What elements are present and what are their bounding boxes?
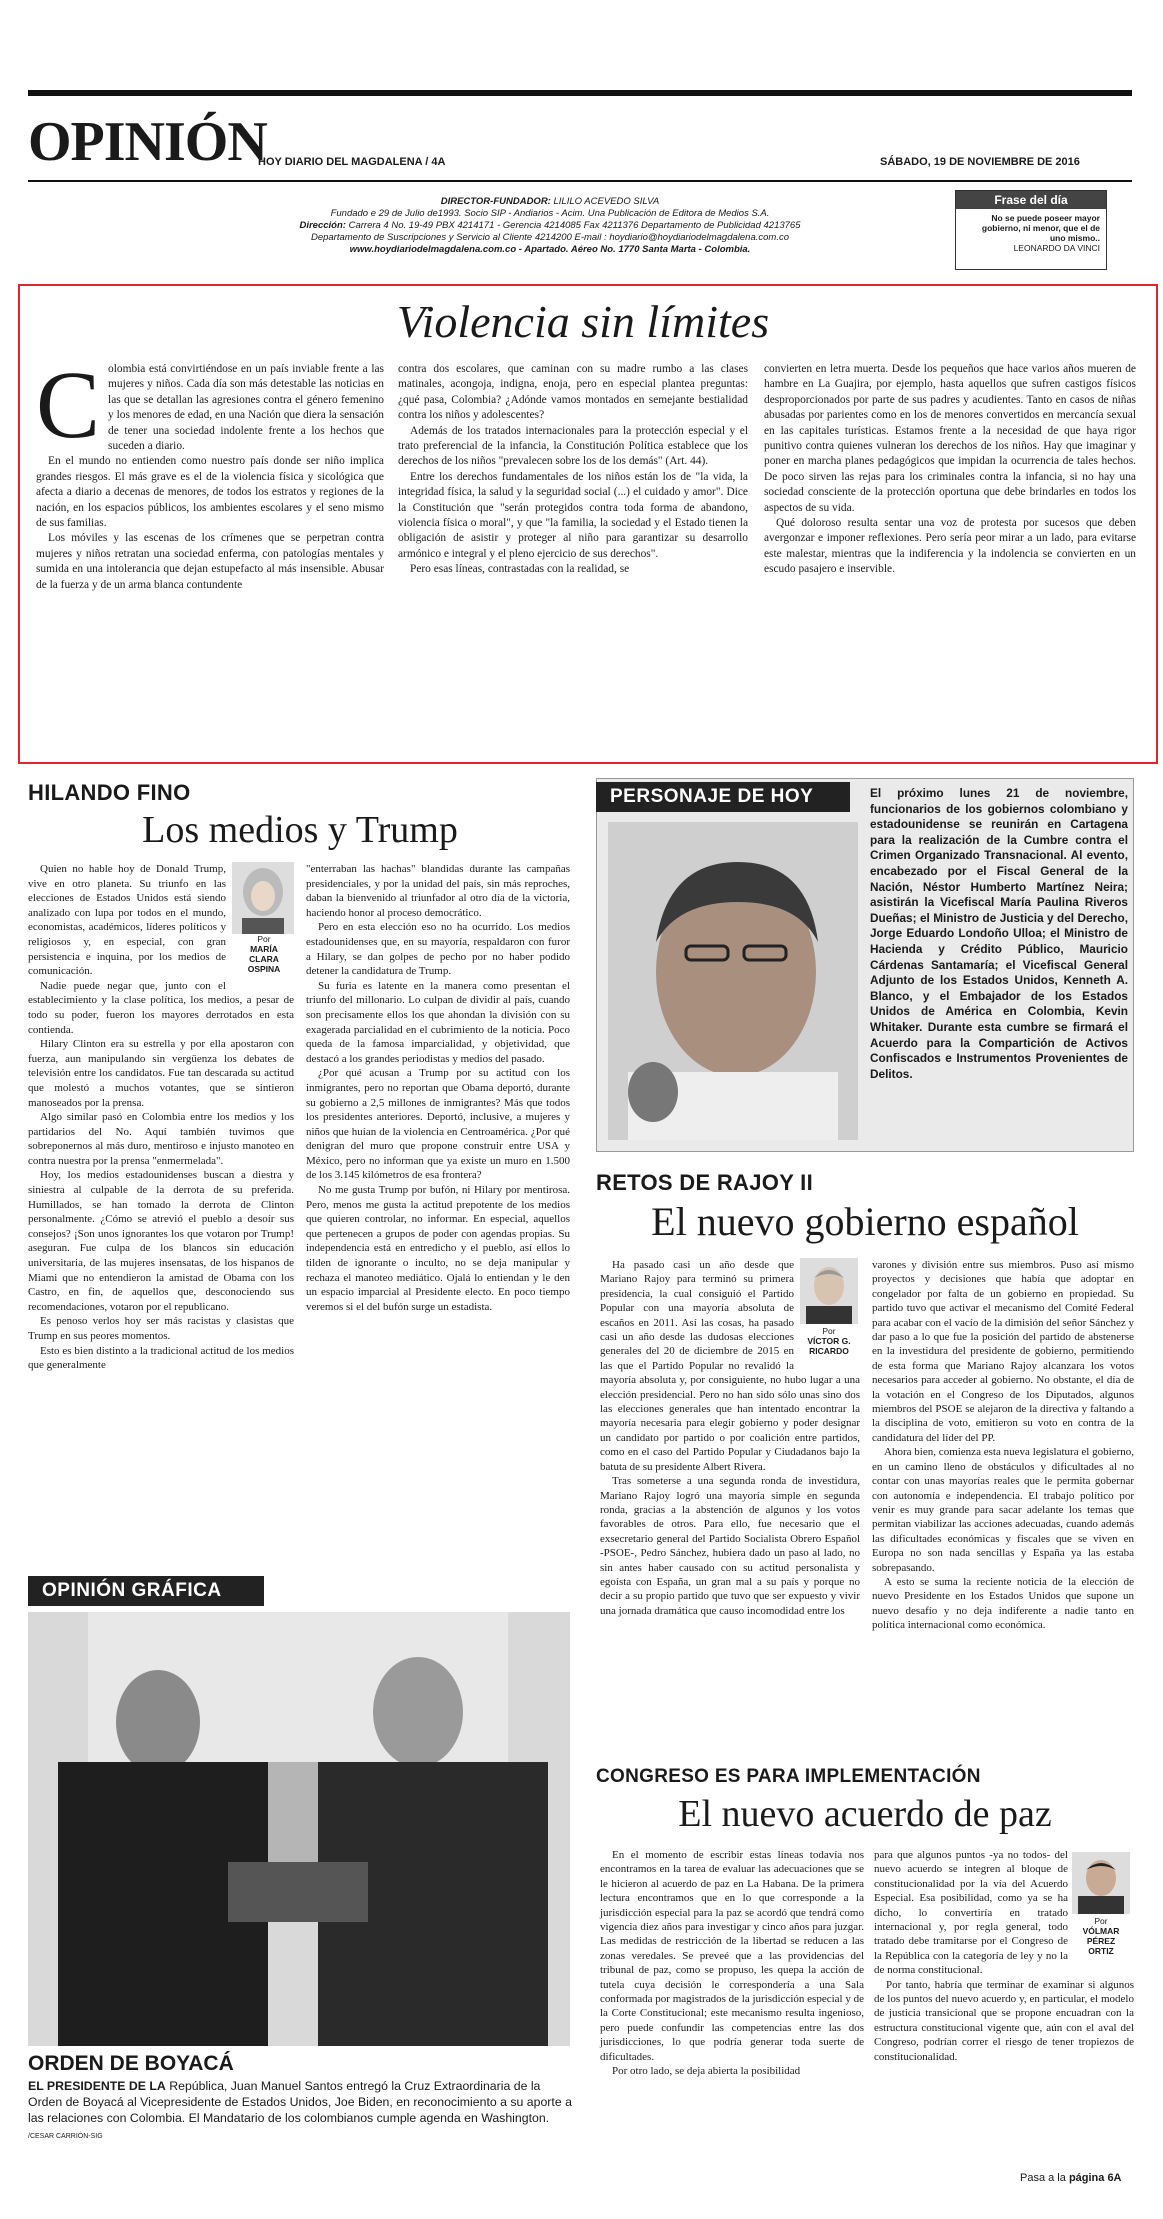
date: SÁBADO, 19 DE NOVIEMBRE DE 2016 — [880, 156, 1080, 168]
paragraph: Hoy, los medios estadounidenses buscan a diestra y siniestra al culpable de la derrota de su preferida. Humillados, se han tomado la derrota de Clinton personalmente. ¿Cómo se atrevió el pueblo a desoír sus consejos? ¡Son unos ignorantes los que votaron por Trump! aseguran. Fue culpa de los blancos sin educación universitaria, de las mujeres insensatas, de los hispanos de Miami que no entendieron la amistad de Obama con los Castro, en fin, de aquellos que, desconociendo sus recomendaciones, votaron por el republicano. — [28, 1169, 294, 1313]
personaje-photo — [608, 822, 858, 1140]
paragraph: Ha pasado casi un año desde que Mariano Rajoy para terminó su primera presidencia, la cual consiguió el Partido Popular con una mayoría absoluta de escaños en 2011. Así las cosas, ha pasado casi un año desde las dudosas elecciones generales del 20 de diciembre de 2015 en las que el Partido Popular no revalidó la mayoría absoluta y, por consiguiente, no hubo lugar a una elección presidencial. Pero no han sido sólo unas sino dos las elecciones generales que han intentado encontrar la mayoría necesaria para elegir gobierno y poder designar un candidato por partido o por coalición entre partidos, como en el caso del Partido Popular y Ciudadanos bajo la batuta de su presidente Albert Rivera. — [600, 1259, 860, 1473]
paragraph: Entre los derechos fundamentales de los niños están los de "la vida, la integridad física, la salud y la seguridad social (...) el cuidado y amor". Dice la Constitución que "serán protegidos contra toda forma de abandono, violencia física o moral", y que "la familia, la sociedad y el Estado tienen la obligación de asistir y proteger al niño para garantizar su desarrollo armónico e integral y el pleno ejercicio de sus derechos". — [398, 470, 748, 560]
paragraph: Los móviles y las escenas de los crímenes que se perpetran contra mujeres y niños retratan una sociedad enferma, con patologías mentales y sumida en una intolerancia que dejan estupefacto al más insensible. Abusar de la fuerza y de un arma blanca contundente — [36, 532, 384, 591]
editorial-title: Violencia sin límites — [396, 296, 770, 347]
congreso-title: El nuevo acuerdo de paz — [678, 1793, 1052, 1835]
dropcap: C — [36, 351, 101, 458]
paragraph: Hilary Clinton era su estrella y por ella apostaron con fuerza, aun manipulando sin vergüenza los debates de televisión entre los candidatos. Fue tan descarada su actitud que molestó a muchos votantes, que se sintieron manoseados por la prensa. — [28, 1038, 294, 1109]
paragraph: Es penoso verlos hoy ser más racistas y clasistas que Trump en sus peores momentos. — [28, 1315, 294, 1342]
info-line-1: Fundado e 29 de Julio de1993. Socio SIP - Andiarios - Acim. Una Publicación de Editora de Medios S.A. — [330, 208, 770, 219]
rajoy-kicker: RETOS DE RAJOY II — [596, 1170, 814, 1195]
photo-credit: /CESAR CARRIÓN-SIG — [28, 2133, 103, 2140]
grafica-photo — [28, 1612, 570, 2046]
paragraph: "enterraban las hachas" blandidas durante las campañas presidenciales, y por la unidad del país, sin más reproches, daban la bienvenido al triunfador al otro día de la victoria, haciendo honor al proceso democrático. — [306, 863, 570, 919]
masthead-rule — [28, 180, 1132, 182]
hilando-col-1 — [28, 862, 294, 1542]
paragraph: Tras someterse a una segunda ronda de investidura, Mariano Rajoy logró una mayoría simple en segunda ronda, gracias a la abstención de algunos y los votos favorables de otros. Para ello, fue necesario que el exsecretario general del Partido Socialista Obrero Español -PSOE-, Pedro Sánchez, hubiera dado un paso al lado, no sin antes haber causado con su actitud personalista y egoísta con España, un gran mal a su país y porque no decir a su propio partido que tuvo que ser expuesto y vivir una jornada dramática que causo incomodidad entre los — [600, 1475, 860, 1617]
info-line-3: Departamento de Suscripciones y Servicio al Cliente 4214200 E-mail : hoydiario@hoydiariodelmagdalena.com.co — [310, 232, 790, 243]
paragraph: Nadie puede negar que, junto con el establecimiento y la clase política, los medios, a pesar de todo su poder, fueron los mayores derrotados en esta contienda. — [28, 979, 294, 1036]
rajoy-byline: Por VÍCTOR G. RICARDO — [807, 1326, 851, 1356]
director-name: LILILO ACEVEDO SILVA — [553, 196, 660, 207]
paragraph: Por tanto, habría que terminar de examinar si algunos de los puntos del nuevo acuerdo y, en particular, el modelo de justicia transicional que se propone encuadran con la estructura constitucional vigente que, aún con el aval del Congreso, podrían correr el riesgo de tener tropiezos de constitucionalidad. — [874, 1978, 1134, 2063]
paragraph: En el mundo no entienden como nuestro país donde ser niño implica grandes riesgos. El más grave es el de la violencia física y sicológica que afecta a diario a decenas de menores, de todos los estratos y regiones de la nación, en los espacios públicos, los ambientes escolares y el seno mismo de sus familias. — [36, 455, 384, 530]
frase-box — [955, 190, 1107, 270]
director-label: DIRECTOR-FUNDADOR: — [440, 196, 551, 207]
congreso-kicker: CONGRESO ES PARA IMPLEMENTACIÓN — [596, 1766, 981, 1787]
paragraph: varones y división entre sus miembros. Puso así mismo proyectos y decisiones que había que adoptar en congelador por falta de un gobierno en propiedad. Su partido tuvo que activar el mecanismo del Comité Federal para acabar con el vacío de la dimisión del señor Sánchez y dar paso a lo que fue la posición del partido de abstenerse en la investidura del presidente de gobierno, permitiendo de esta forma que Mariano Rajoy alcanzara los votos necesarios para acceder al gobierno. No obstante, el día de la votación en el Congreso de los Diputados, algunos miembros del PSOE se alejaron de la directiva y faltando a la disciplina de voto, emitieron su voto en contra de la candidatura del líder del PP. — [872, 1259, 1134, 1444]
section-title: OPINIÓN — [28, 111, 267, 173]
congreso-byline: Por VÓLMAR PÉREZ ORTIZ — [1082, 1916, 1120, 1956]
paragraph: En el momento de escribir estas líneas todavía nos encontramos en la tarea de evaluar las adecuaciones que se le hicieron al acuerdo de paz en La Habana. De la primera lectura encontramos que en lo que corresponde a la jurisdicción especial para la paz se acordó que tendrá como vigencia diez años para investigar y cinco años para juzgar. Las medidas de restricción de la libertad se reducen a las zonas veredales. Se preveé que a las providencias del tribunal de paz, como se propuso, les quepa la acción de tutela cuya decisión le correspondería a una Sala conformada por magistrados de la jurisdicción especial y de la Corte Constitucional; este mecanismo resulta ingenioso, pero puede confundir las competencias entre las dos jurisdicciones, lo que podría generar toda suerte de dificultades. — [600, 1849, 864, 2063]
grafica-caption-title: ORDEN DE BOYACÁ — [28, 2052, 234, 2075]
hilando-byline: Por MARÍA CLARA OSPINA — [247, 934, 281, 974]
paragraph: Esto es bien distinto a la tradicional actitud de los medios que generalmente — [28, 1344, 294, 1372]
grafica-bar: OPINIÓN GRÁFICA — [28, 1576, 264, 1606]
info-line-2: Carrera 4 No. 19-49 PBX 4214171 - Gerencia 4214085 Fax 4211376 Departamento de Publicidad 4213765 — [348, 220, 801, 231]
frase-author: LEONARDO DA VINCI — [1013, 243, 1100, 253]
paragraph: para que algunos puntos -ya no todos- del nuevo acuerdo se integren al bloque de constitucionalidad por la vía del Acuerdo Especial. Esa posibilidad, como ya se ha dicho, lo convertiría en tratado internacional y, por regla general, todo tratado debe tramitarse por el Congreso de la República con la categoría de ley y no la de norma constitucional. — [874, 1849, 1068, 1977]
paragraph: A esto se suma la reciente noticia de la elección de nuevo Presidente en los Estados Unidos que supone un nuevo desafío y no deja indiferente a nadie tanto en política internacional como económica. — [872, 1575, 1134, 1632]
paragraph: Algo similar pasó en Colombia entre los medios y los partidarios del No. Aquí también tuvimos que sobreponernos al más duro, mentiroso e injusto manoteo en contra nuestra por la prensa "enmermelada". — [28, 1111, 294, 1167]
congreso-col-2 — [874, 1848, 1134, 2170]
hilando-title: Los medios y Trump — [142, 809, 458, 851]
paragraph: olombia está convirtiéndose en un país inviable frente a las mujeres y niños. Cada día son más detestable las noticias en las que se detallan las agresiones contra el género femenino y los menores de edad, en una Nación que diera la sensación de tener una sociedad indolente frente a los hechos que suceden a diario. — [108, 363, 384, 453]
paragraph: Quien no hable hoy de Donald Trump, vive en otro planeta. Su triunfo en las elecciones de Estados Unidos está siendo analizado con lupa por todos en el mundo, economistas, académicos, líderes políticos y religiosos y, en especial, con gran persistencia e inquina, por los medios de comunicación. — [28, 863, 226, 978]
paragraph: Su furia es latente en la manera como presentan el triunfo del millonario. Lo culpan de dividir al país, cuando son precisamente ellos los que ahondan la división con su exagerada parcialidad en el cubrimiento de la noticia. Poco queda de la famosa imparcialidad, y objetividad, que destacó a los grandes periodistas y medios del pasado. — [306, 979, 570, 1065]
congreso-col-1 — [600, 1848, 864, 2184]
rajoy-col-1 — [600, 1258, 860, 1778]
info-label: Dirección: — [299, 220, 346, 231]
personaje-bar: PERSONAJE DE HOY — [596, 782, 850, 812]
grafica-caption — [28, 2078, 574, 2145]
paragraph: Por otro lado, se deja abierta la posibilidad — [612, 2065, 801, 2078]
hilando-kicker: HILANDO FINO — [28, 780, 191, 805]
caption-lead: EL PRESIDENTE DE LA — [28, 2079, 166, 2093]
paragraph: contra dos escolares, que caminan con su madre rumbo a las clases matinales, acongoja, indigna, enoja, pero en especial plantea preguntas: ¿qué pasa, Colombia? ¿Adónde vamos montados en semejante bestialidad contra los niños y adolescentes? — [398, 363, 748, 422]
paragraph: Además de los tratados internacionales para la protección especial y el trato preferencial de la infancia, la Constitución Política establece que los derechos de los niños "prevalecen sobre los de los demás" (Art. 44). — [398, 424, 748, 468]
continue-link[interactable]: Pasa a la página 6A — [1020, 2172, 1122, 2184]
paragraph: Pero esas líneas, contrastadas con la realidad, se — [410, 563, 630, 576]
caption-text: República, Juan Manuel Santos entregó la Cruz Extraordinaria de la Orden de Boyacá al Vicepresidente de Estados Unidos, Joe Biden, en reconocimiento a su aporte a las relaciones con Colombia. El Mandatario de los colombianos cumple agenda en Washington. — [28, 2079, 572, 2125]
editorial-col-1 — [36, 351, 384, 758]
editorial-col-2 — [398, 362, 748, 758]
info-line-4: www.hoydiariodelmagdalena.com.co - Apartado. Aéreo No. 1770 Santa Marta - Colombia. — [349, 244, 751, 255]
paragraph: Pero en esta elección eso no ha ocurrido. Los medios estadounidenses que, en su mayoría, respaldaron con furor a Hilary, se dan golpes de pecho por no haber podido detener la candidatura de Trump. — [306, 921, 570, 978]
paragraph: Qué doloroso resulta sentar una voz de protesta por sucesos que deben avergonzar e imponer reflexiones. Pero sería peor mirar a un lado, para evitarse este malestar, mientras que la indiferencia y la indolencia se convierten en un escudo pasajero e inservible. — [764, 517, 1136, 576]
paragraph: No me gusta Trump por bufón, ni Hilary por mentirosa. Pero, menos me gusta la actitud prepotente de los medios que quieren controlar, no informar. En especial, aquellos que pertenecen a grupos de poder con agendas propias. Su independencia está en entredicho y el pueblo, así ellos lo tilden de ignorante o inculto, no se deja manipular y rechaza el manoteo mediático. Ojalá lo entiendan y le den un espacio imparcial al Presidente electo. En poco tiempo veremos si el del bufón surge un estadista. — [306, 1184, 570, 1313]
top-rule — [28, 90, 1132, 96]
rajoy-title: El nuevo gobierno español — [651, 1199, 1079, 1244]
editorial-col-3 — [764, 362, 1136, 758]
paragraph: Ahora bien, comienza esta nueva legislatura el gobierno, en un camino lleno de obstáculos y dificultades al no contar con unas mayorías reales que le permita gobernar con autonomía e independencia. El trabajo político por venir es muy grande para sacar adelante los temas que permitan viabilizar las acciones adecuadas, cuando además las dificultades económicas y fiscales que se viven en Europa no son nada sencillas y España ya las estaba sobrepasando. — [872, 1446, 1134, 1574]
rajoy-col-2 — [872, 1258, 1134, 1778]
frase-text: No se puede poseer mayor gobierno, ni menor, que el de uno mismo.. — [981, 213, 1100, 243]
masthead-info — [180, 196, 920, 256]
personaje-text: El próximo lunes 21 de noviembre, funcionarios de los gobiernos colombiano y estadounidense se reunirán en Cartagena para la realización de la Cumbre contra el Crimen Organizado Transnacional. Al evento, encabezado por el Fiscal General de la Nación, Néstor Humberto Martínez Neira; asistirán la Vicefiscal María Paulina Riveros Dueñas; el Ministro de Justicia y del Derecho, Jorge Eduardo Londoño Ulloa; el Ministro de Hacienda y Crédito Público, Mauricio Cárdenas Santamaría; el Vicefiscal General Adjunto de los Estados Unidos, Kenneth A. Blanco, y el Embajador de los Estados Unidos de América en Colombia, Kevin Whitaker. Durante esta cumbre se firmará el Acuerdo para la Compartición de Activos Confiscados e Instrumentos Provenientes de Delitos. — [870, 786, 1128, 1081]
hilando-col-2 — [306, 862, 570, 1542]
frase-title: Frase del día — [956, 191, 1106, 209]
paper-page: HOY DIARIO DEL MAGDALENA / 4A — [258, 156, 446, 168]
paragraph: convierten en letra muerta. Desde los pequeños que hace varios años mueren de hambre en La Guajira, por ejemplo, hasta aquellos que sufren castigos físicos desproporcionados por parte de sus padres y acudientes. Tanto en casos de niñas abusadas por parientes como en los de menores convertidos en mercancía sexual en las capitales turísticas. Estamos frente a la necesidad de que haya rigor punitivo contra quienes vulneran los derechos de los niños. Hay que imaginar y poner en marcha planes pedagógicos que impidan la ocurrencia de tales hechos. De poco sirven las rejas para los criminales contra la infancia, si no hay una sociedad consciente de la protección oportuna que debe brindarles en todos los aspectos de su vida. — [764, 363, 1136, 514]
paragraph: ¿Por qué acusan a Trump por su actitud con los inmigrantes, pero no reportan que Obama deportó, durante su gobierno a 2,5 millones de inmigrantes? Más que todos los presidentes anteriores. Deportó, inclusive, a mujeres y niños que huían de la violencia en Centroamérica. ¿Por qué denigran del muro que propone construir entre USA y México, pero no informan que ya existe un muro en 1.500 de los 3.145 kilómetros de esa frontera? — [306, 1067, 570, 1182]
